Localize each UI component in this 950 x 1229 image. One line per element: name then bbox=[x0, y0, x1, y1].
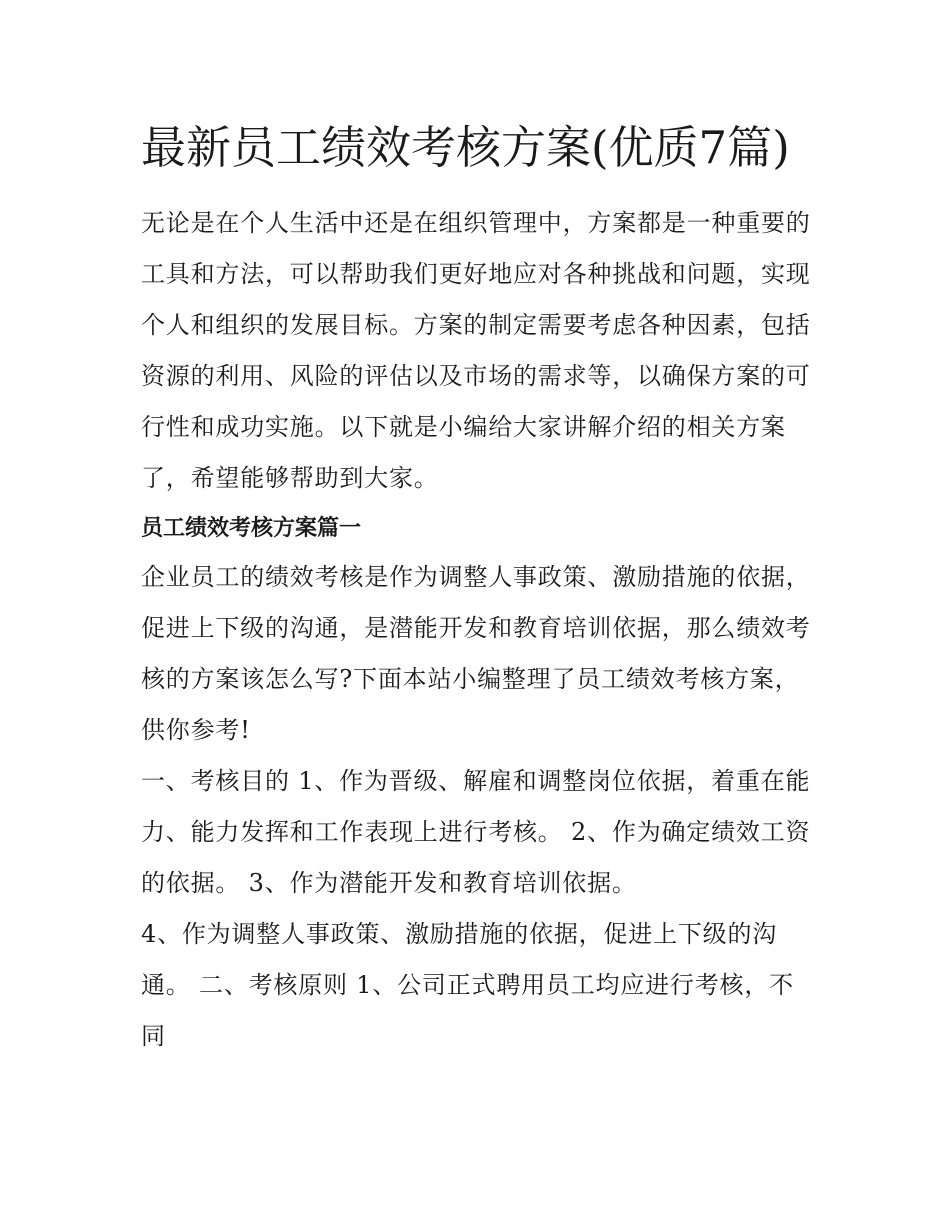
section-heading: 员工绩效考核方案篇一 bbox=[141, 515, 362, 541]
body-line: 一、考核目的 1、作为晋级、解雇和调整岗位依据，着重在能 bbox=[141, 767, 811, 795]
body-line: 核的方案该怎么写?下面本站小编整理了员工绩效考核方案， bbox=[141, 665, 800, 693]
body-line: 4、作为调整人事政策、激励措施的依据，促进上下级的沟 bbox=[141, 920, 778, 948]
body-line: 促进上下级的沟通，是潜能开发和教育培训依据，那么绩效考 bbox=[141, 614, 811, 642]
body-paragraph bbox=[141, 552, 813, 1062]
intro-paragraph bbox=[141, 198, 813, 504]
intro-line: 个人和组织的发展目标。方案的制定需要考虑各种因素，包括 bbox=[141, 311, 811, 339]
body-line: 力、能力发挥和工作表现上进行考核。 2、作为确定绩效工资 bbox=[141, 818, 811, 846]
intro-line: 资源的利用、风险的评估以及市场的需求等，以确保方案的可 bbox=[141, 362, 811, 390]
document-title: 最新员工绩效考核方案(优质7篇) bbox=[141, 121, 790, 174]
body-line: 的依据。 3、作为潜能开发和教育培训依据。 bbox=[141, 869, 637, 897]
body-line: 通。 二、考核原则 1、公司正式聘用员工均应进行考核，不同 bbox=[141, 971, 794, 1050]
document-page bbox=[141, 112, 813, 1062]
intro-line: 了，希望能够帮助到大家。 bbox=[141, 464, 439, 492]
intro-line: 无论是在个人生活中还是在组织管理中，方案都是一种重要的 bbox=[141, 209, 811, 237]
body-line: 供你参考! bbox=[141, 716, 251, 744]
body-line: 企业员工的绩效考核是作为调整人事政策、激励措施的依据， bbox=[141, 563, 811, 591]
intro-line: 行性和成功实施。以下就是小编给大家讲解介绍的相关方案 bbox=[141, 413, 786, 441]
intro-line: 工具和方法，可以帮助我们更好地应对各种挑战和问题，实现 bbox=[141, 260, 811, 288]
